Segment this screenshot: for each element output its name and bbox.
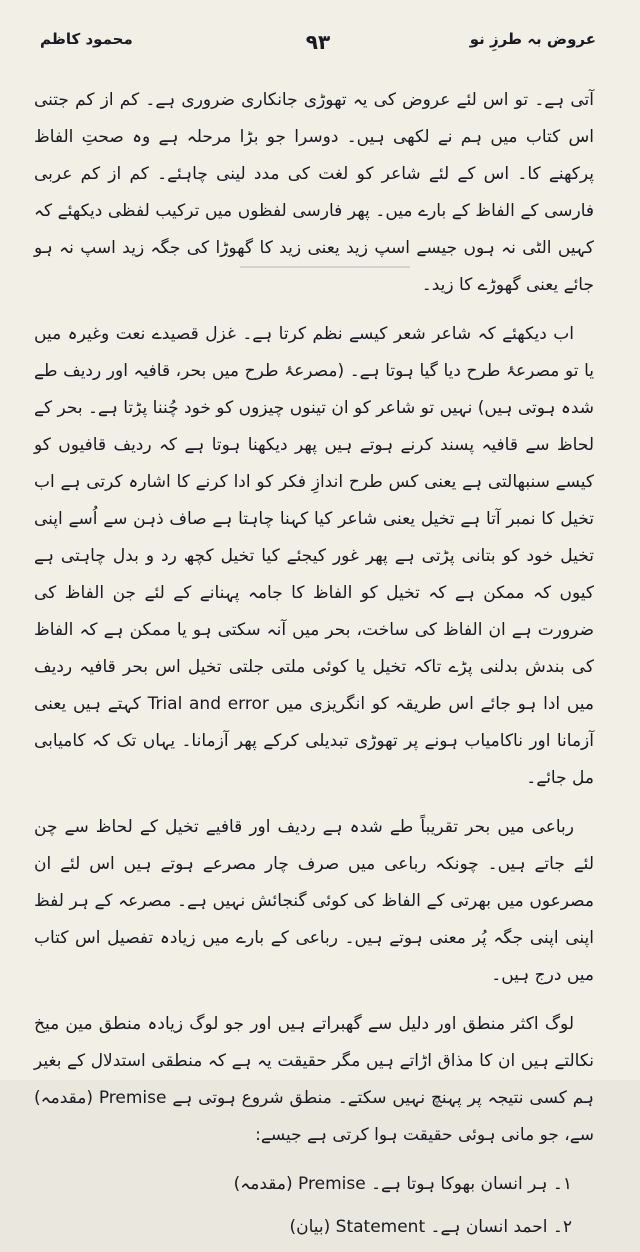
paragraph-3: رباعی میں بحر تقریباً طے شدہ ہے ردیف اور قافیے تخیل کے لحاظ سے چن لئے جاتے ہیں۔ چونکہ رباعی میں صرف چار مصرعے ہوتے ہیں اس لئے ان مصرعوں میں بھرتی کے الفاظ کی کوئی گنجائش نہیں ہے۔ مصرعہ کے ہر لفظ اپنی اپنی جگہ پُر معنی ہوتے ہیں۔ رباعی کے بارے میں زیادہ تفصیل اس کتاب میں درج ہیں۔ xyxy=(34,817,594,985)
author-name: محمود کاظم xyxy=(40,30,133,48)
premise-list xyxy=(34,1166,594,1246)
page-header xyxy=(40,30,596,70)
list-item: ۱۔ ہر انسان بھوکا ہوتا ہے۔ Premise (مقدمہ) xyxy=(233,1174,572,1194)
page-body xyxy=(34,82,594,1252)
page-number: ۹۳ xyxy=(305,30,331,54)
paragraph-4: لوگ اکثر منطق اور دلیل سے گھبراتے ہیں اور جو لوگ زیادہ منطق مین میخ نکالتے ہیں ان کا مذاق اڑاتے ہیں مگر حقیقت یہ ہے کہ منطقی استدلال کے بغیر ہم کسی نتیجہ پر پہنچ نہیں سکتے۔ منطق شروع ہوتی ہے Premise (مقدمہ) سے، جو مانی ہوئی حقیقت ہوا کرتی ہے جیسے: xyxy=(34,1014,594,1145)
book-title: عروض بہ طرزِ نو xyxy=(469,30,596,48)
paragraph-1: آتی ہے۔ تو اس لئے عروض کی یہ تھوڑی جانکاری ضروری ہے۔ کم از کم جتنی اس کتاب میں ہم نے لکھی ہیں۔ دوسرا جو بڑا مرحلہ ہے وہ صحتِ الفاظ پرکھنے کا۔ اس کے لئے شاعر کو لغت کی مدد لینی چاہئے۔ کم از کم عربی فارسی کے الفاظ کے بارے میں۔ پھر فارسی لفظوں میں ترکیب لفظی دیکھئے کہ کہیں الٹی نہ ہوں جیسے اسپ زید یعنی زید کا گھوڑا کی جگہ زید اسپ نہ ہو جائے یعنی گھوڑے کا زید۔ xyxy=(34,90,594,295)
paragraph-2: اب دیکھئے کہ شاعر شعر کیسے نظم کرتا ہے۔ غزل قصیدے نعت وغیرہ میں یا تو مصرعۂ طرح دیا گیا ہوتا ہے۔ (مصرعۂ طرح میں بحر، قافیہ اور ردیف طے شدہ ہوتی ہیں) نہیں تو شاعر کو ان تینوں چیزوں کو خود چُننا پڑتا ہے۔ بحر کے لحاظ سے قافیہ پسند کرنے ہوتے ہیں پھر دیکھنا ہوتا ہے کہ ردیف قافیوں کو کیسے سنبھالتی ہے یعنی کس طرح اندازِ فکر کو ادا کرنے کا اشارہ کرتی ہے اب تخیل کا نمبر آتا ہے تخیل یعنی شاعر کیا کہنا چاہتا ہے صاف ذہن سے اُسے اپنی تخیل خود کو بتانی پڑتی ہے پھر غور کیجئے کیا تخیل کچھ رد و بدل چاہتی ہے کیوں کہ ممکن ہے کہ تخیل کو الفاظ کا جامہ پہنانے کے لئے جن الفاظ کی ضرورت ہے ان الفاظ کی ساخت، بحر میں آنہ سکتی ہو یا ممکن ہے کہ الفاظ کی بندش بدلنی پڑے تاکہ تخیل یا کوئی ملتی جلتی تخیل اس بحر قافیہ ردیف میں ادا ہو جائے اس طریقہ کو انگریزی میں Trial and error کہتے ہیں یعنی آزمانا اور ناکامیاب ہونے پر تھوڑی تبدیلی کرکے پھر آزمانا۔ یہاں تک کہ کامیابی مل جائے۔ xyxy=(34,324,594,788)
list-item: ۲۔ احمد انسان ہے۔ Statement (بیان) xyxy=(289,1217,572,1237)
